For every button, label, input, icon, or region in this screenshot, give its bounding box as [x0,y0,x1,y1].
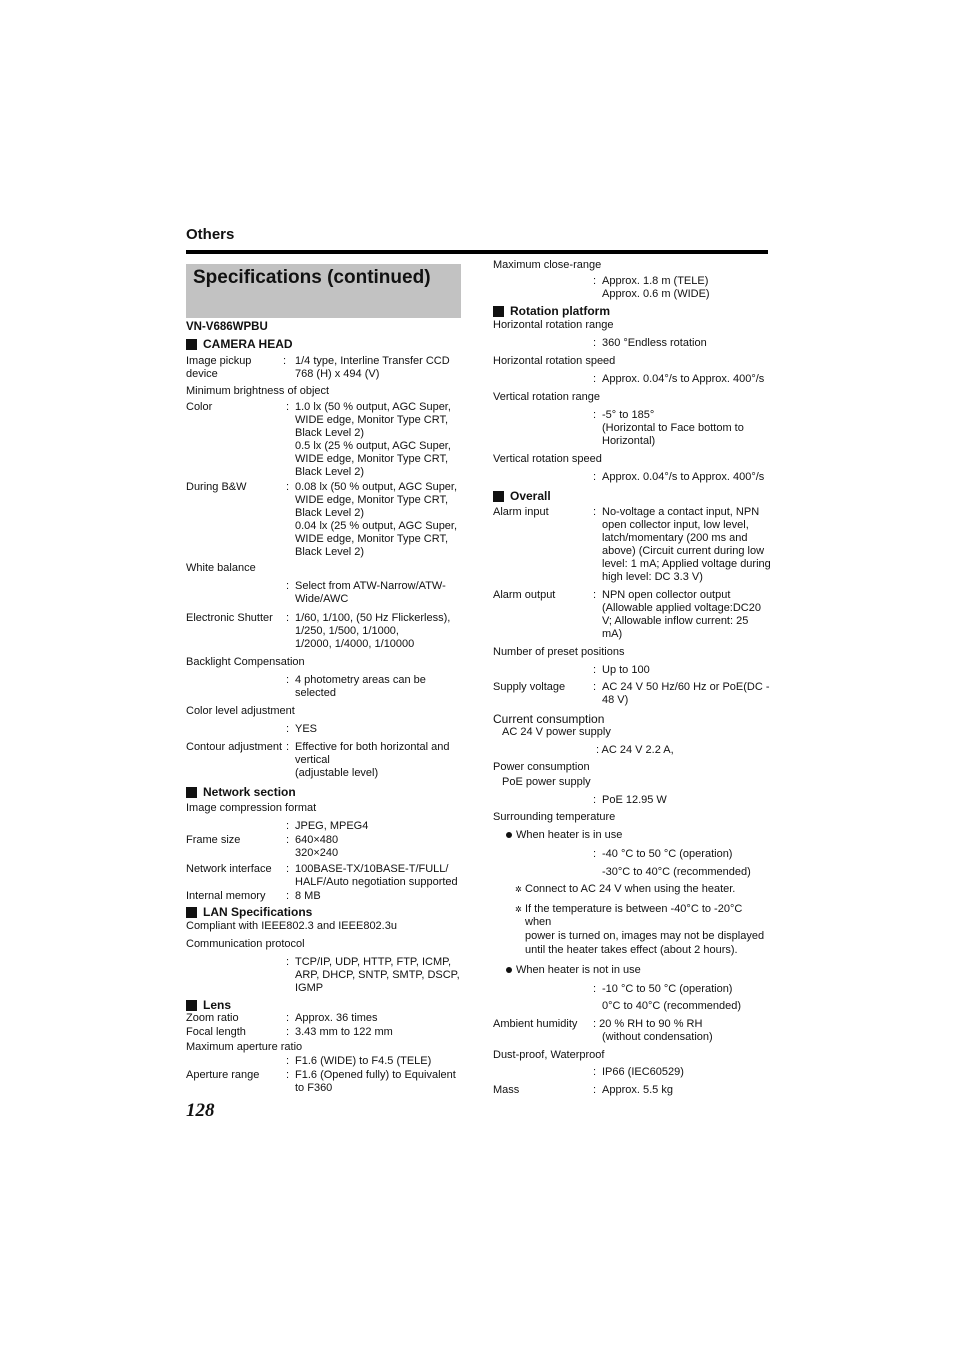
power-sub: PoE power supply [502,776,591,788]
power-label: Power consumption [493,761,590,773]
heater-on-value-2: -30°C to 40°C (recommended) [602,866,751,878]
v-range-label: Vertical rotation range [493,391,601,403]
lan-heading: LAN Specifications [186,905,462,919]
memory-row: Internal memory : 8 MB [186,890,321,902]
zoom-row: Zoom ratio : Approx. 36 times [186,1012,378,1024]
min-brightness-label: Minimum brightness of object [186,385,330,397]
protocol-value: : TCP/IP, UDP, HTTP, FTP, ICMP, ARP, DHCP, SNTP, SMTP, DSCP, IGMP [286,956,460,994]
bullet-icon [506,832,512,838]
aperture-ratio-label: Maximum aperture ratio [186,1041,303,1053]
bullet-icon [506,967,512,973]
color-row: Color : 1.0 lx (50 % output, AGC Super, WIDE edge, Monitor Type CRT, Black Level 2) 0.5 lx (25 % output, AGC Super, WIDE edge, Monitor Type CRT, Black Level 2) [186,401,451,478]
page-title: Specifications (continued) [193,267,431,288]
blc-value: : 4 photometry areas can be selected [286,674,426,699]
presets-value: : Up to 100 [593,664,650,676]
alarm-out-row: Alarm output : NPN open collector output (Allowable applied voltage:DC20 V; Allowable inflow current: 25 mA) [493,589,761,640]
left-column [186,320,462,1095]
square-bullet-icon [186,1000,197,1011]
header-rule [186,250,768,254]
close-range-label: Maximum close-range [493,259,602,271]
shutter-row: Electronic Shutter : 1/60, 1/100, (50 Hz Flickerless), 1/250, 1/500, 1/1000, 1/2000, 1/4000, 1/10000 [186,612,451,650]
asterisk-icon: ✲ [515,905,522,914]
overall-heading: Overall [493,489,771,503]
network-heading: Network section [186,785,462,799]
compression-value: : JPEG, MPEG4 [286,820,369,832]
interface-row: Network interface : 100BASE-TX/10BASE-T/FULL/ HALF/Auto negotiation supported [186,863,458,888]
asterisk-icon: ✲ [515,885,522,894]
blc-label: Backlight Compensation [186,656,305,668]
note-heater: ✲ Connect to AC 24 V when using the heater. [515,883,736,895]
heater-on-item: When heater is in use [493,829,771,842]
aperture-ratio-value: : F1.6 (WIDE) to F4.5 (TELE) [286,1055,432,1067]
color-level-value: : YES [286,723,318,735]
h-speed-value: : Approx. 0.04°/s to Approx. 400°/s [593,373,765,385]
page-number: 128 [186,1100,215,1121]
h-range-value: : 360 °Endless rotation [593,337,707,349]
square-bullet-icon [186,339,197,350]
right-column [493,259,771,1097]
rotation-heading: Rotation platform [493,304,771,318]
heater-off-value-1: : -10 °C to 50 °C (operation) [593,983,733,995]
square-bullet-icon [186,787,197,798]
lan-compliant: Compliant with IEEE802.3 and IEEE802.3u [186,920,397,932]
dust-value: : IP66 (IEC60529) [593,1066,684,1078]
power-value: : PoE 12.95 W [593,794,667,806]
mass-row: Mass : Approx. 5.5 kg [493,1084,673,1096]
wb-label: White balance [186,562,256,574]
heater-off-item: When heater is not in use [493,964,771,977]
v-speed-value: : Approx. 0.04°/s to Approx. 400°/s [593,471,765,483]
alarm-in-row: Alarm input : No-voltage a contact input, NPN open collector input, low level, latch/momentary (200 ms and above) (Circuit current during low level: 1 mA; Applied voltage during high level: DC 3.3 V) [493,506,771,583]
camera-head-heading: CAMERA HEAD [186,337,462,351]
protocol-label: Communication protocol [186,938,305,950]
pickup-row: Image pickup device : 1/4 type, Interline Transfer CCD 768 (H) x 494 (V) [186,355,450,380]
current-sub: AC 24 V power supply [502,726,611,738]
temp-label: Surrounding temperature [493,811,616,823]
color-level-label: Color level adjustment [186,705,295,717]
title-box [186,264,461,318]
v-range-value: : -5° to 185° (Horizontal to Face bottom to Horizontal) [593,409,744,447]
presets-label: Number of preset positions [493,646,625,658]
model-name: VN-V686WPBU [186,321,268,333]
wb-value: : Select from ATW-Narrow/ATW- Wide/AWC [286,580,446,605]
note-temperature: ✲ If the temperature is between -40°C to -20°C when power is turned on, images may not be displayed until the heater takes effect (about 2 hours). [515,903,765,956]
bw-row: During B&W : 0.08 lx (50 % output, AGC Super, WIDE edge, Monitor Type CRT, Black Level 2) 0.04 lx (25 % output, AGC Super, WIDE edge, Monitor Type CRT, Black Level 2) [186,481,458,558]
frame-row: Frame size : 640×480 320×240 [186,834,339,859]
humidity-row: Ambient humidity : 20 % RH to 90 % RH (without condensation) [493,1018,713,1043]
supply-row: Supply voltage : AC 24 V 50 Hz/60 Hz or PoE(DC - 48 V) [493,681,770,706]
close-range-value: : Approx. 1.8 m (TELE) Approx. 0.6 m (WIDE) [593,275,710,300]
square-bullet-icon [186,907,197,918]
focal-row: Focal length : 3.43 mm to 122 mm [186,1026,393,1038]
contour-row: Contour adjustment : Effective for both horizontal and vertical (adjustable level) [186,741,450,779]
dust-label: Dust-proof, Waterproof [493,1049,605,1061]
h-speed-label: Horizontal rotation speed [493,355,616,367]
current-value: : AC 24 V 2.2 A, [596,744,674,756]
compression-label: Image compression format [186,802,317,814]
heater-on-value-1: : -40 °C to 50 °C (operation) [593,848,733,860]
h-range-label: Horizontal rotation range [493,319,614,331]
current-label: Current consumption [493,712,605,726]
aperture-range-row: Aperture range : F1.6 (Opened fully) to Equivalent to F360 [186,1069,456,1094]
heater-off-value-2: 0°C to 40°C (recommended) [602,1000,742,1012]
square-bullet-icon [493,306,504,317]
section-label: Others [186,226,235,243]
v-speed-label: Vertical rotation speed [493,453,602,465]
square-bullet-icon [493,491,504,502]
lens-heading: Lens [186,998,462,1012]
